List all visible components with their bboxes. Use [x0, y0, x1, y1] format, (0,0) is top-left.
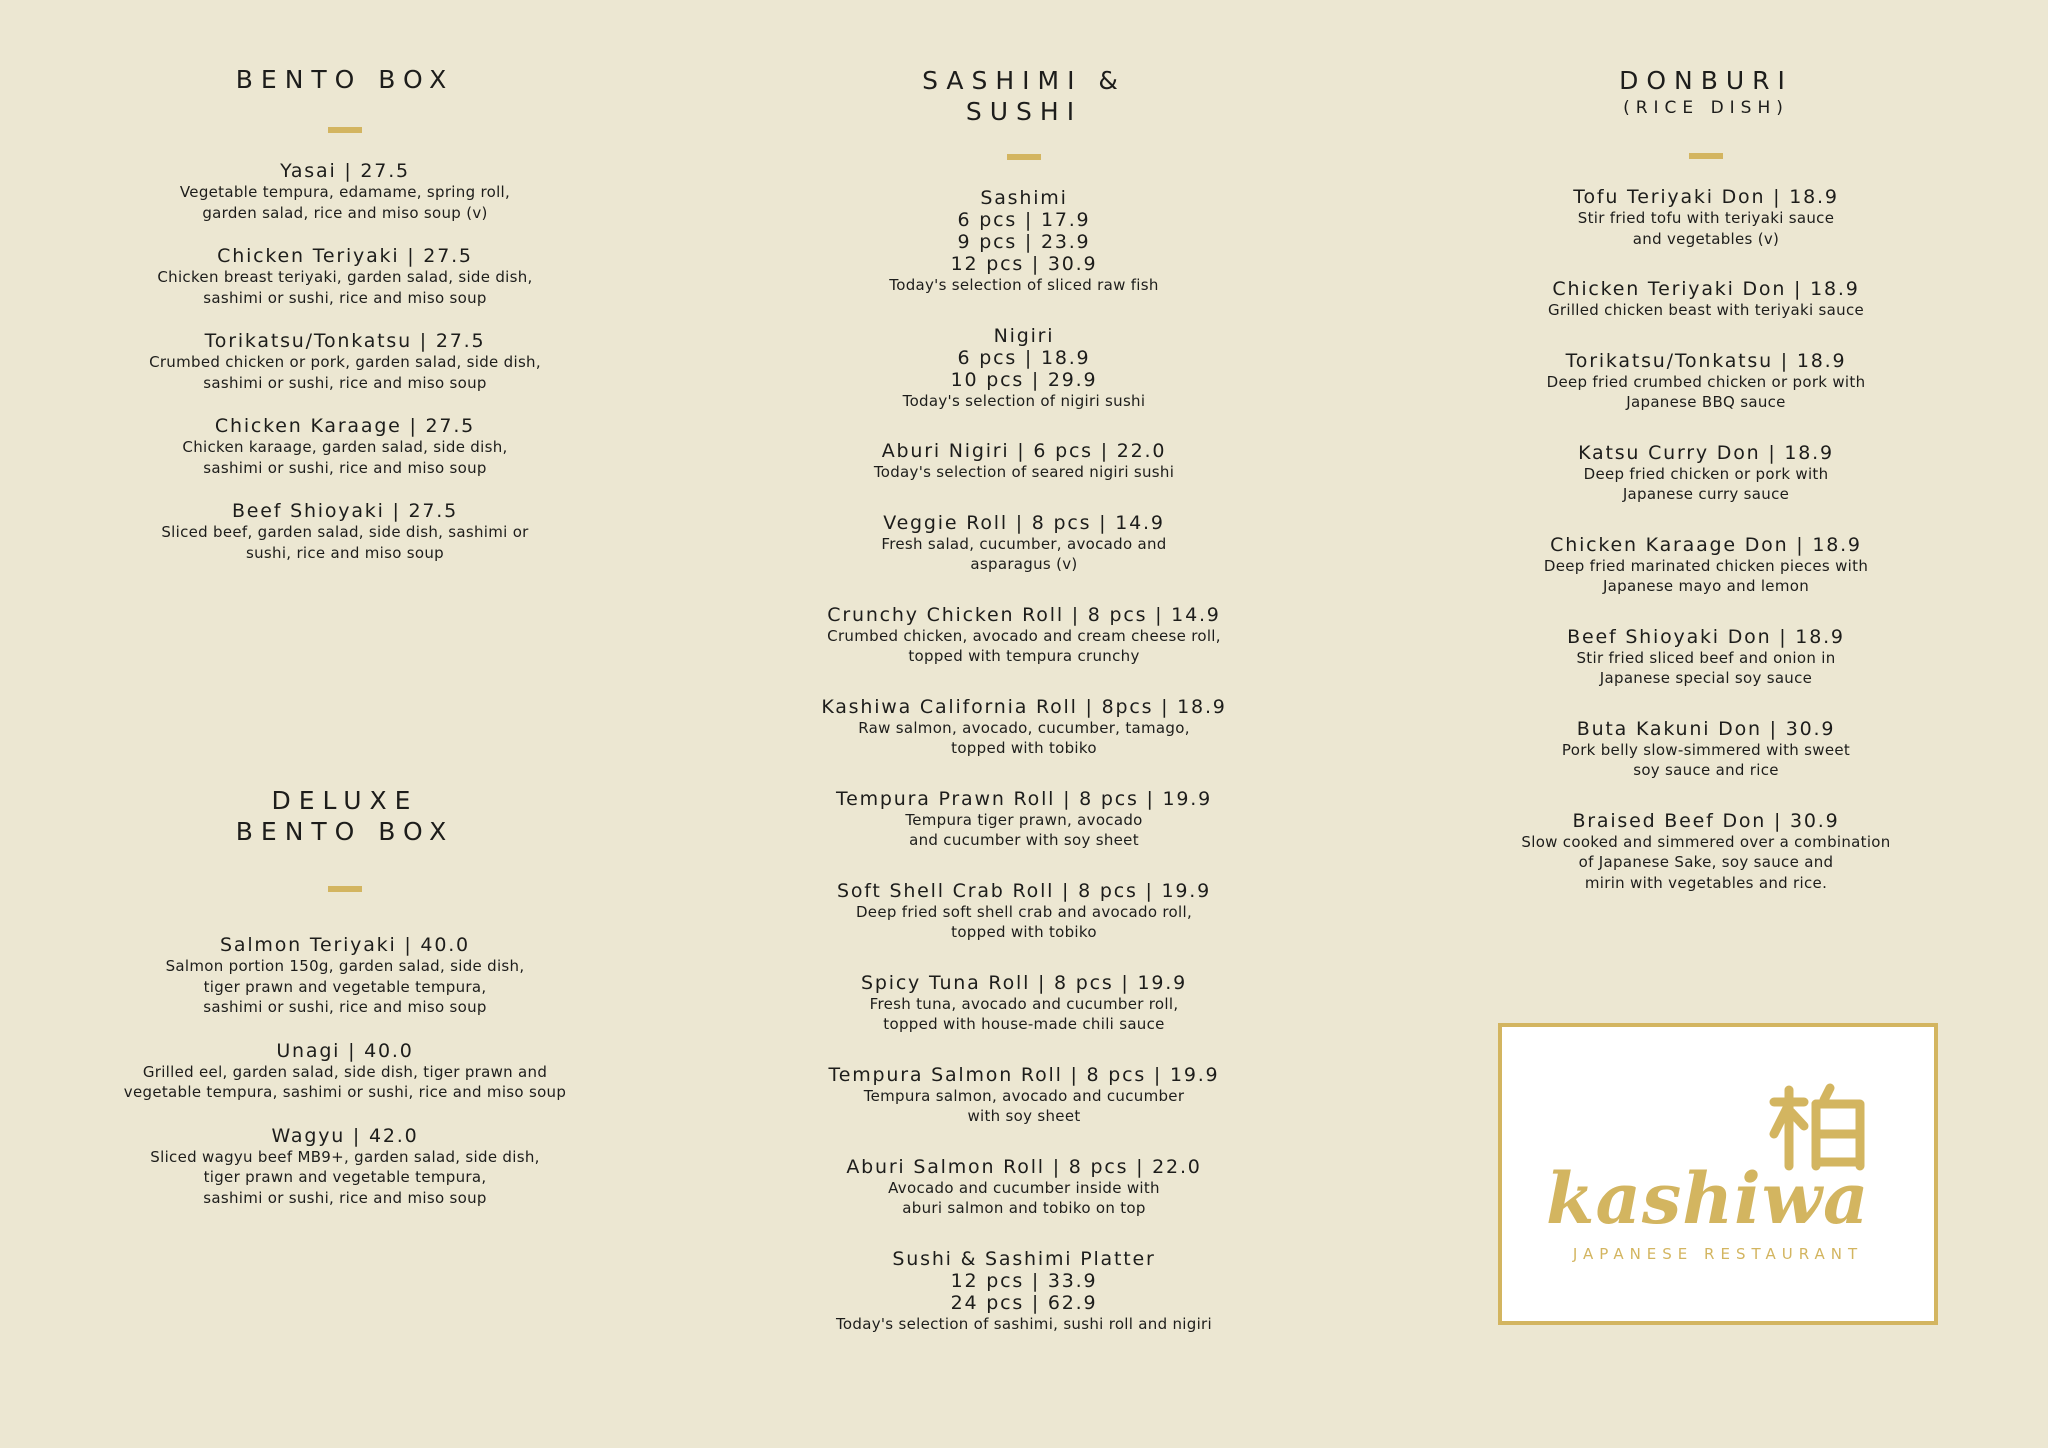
- donburi-list: [1478, 186, 1934, 893]
- donburi-title: DONBURI: [1619, 66, 1793, 95]
- menu-item: [90, 934, 600, 1018]
- sushi-title-line2: SUSHI: [965, 97, 1083, 126]
- menu-item-description: Pork belly slow-simmered with sweet: [1561, 740, 1851, 759]
- menu-item: [90, 500, 600, 563]
- menu-item: [1478, 810, 1934, 894]
- menu-item-description: sashimi or sushi, rice and miso soup: [203, 458, 487, 477]
- menu-item-price: 6 pcs | 17.9: [957, 209, 1091, 231]
- menu-item: [774, 972, 1274, 1035]
- menu-item-price: 12 pcs | 30.9: [950, 253, 1098, 275]
- menu-item: [774, 440, 1274, 483]
- menu-item-description: Chicken breast teriyaki, garden salad, side dish,: [157, 268, 533, 286]
- menu-item-name: Chicken Teriyaki Don | 18.9: [1552, 278, 1860, 300]
- menu-item-description: Sliced beef, garden salad, side dish, sashimi or: [161, 523, 529, 541]
- menu-item-description: Crumbed chicken, avocado and cream cheese roll,: [827, 626, 1221, 645]
- menu-item: [774, 187, 1274, 296]
- bento-title: BENTO BOX: [235, 65, 455, 94]
- menu-item-description: Salmon portion 150g, garden salad, side dish,: [165, 957, 525, 975]
- menu-item-description: Today's selection of nigiri sushi: [902, 391, 1146, 410]
- logo-box: [1498, 1023, 1938, 1325]
- menu-item-name: Chicken Karaage Don | 18.9: [1550, 533, 1862, 556]
- menu-item-description: Grilled chicken beast with teriyaki sauce: [1547, 301, 1865, 319]
- menu-item-price: 24 pcs | 62.9: [950, 1291, 1098, 1314]
- menu-item-name: Wagyu | 42.0: [271, 1124, 419, 1147]
- menu-item-name: Sushi & Sashimi Platter: [892, 1247, 1156, 1270]
- menu-item-description: tiger prawn and vegetable tempura,: [203, 977, 487, 996]
- menu-item-description: Japanese BBQ sauce: [1626, 393, 1786, 411]
- menu-item-description: Fresh salad, cucumber, avocado and: [881, 534, 1167, 553]
- menu-item-description: Stir fried sliced beef and onion in: [1576, 648, 1836, 667]
- menu-item-description: sashimi or sushi, rice and miso soup: [203, 998, 487, 1016]
- menu-item-description: topped with tempura crunchy: [908, 647, 1140, 665]
- menu-item-name: Braised Beef Don | 30.9: [1572, 809, 1840, 832]
- menu-item-description: and vegetables (v): [1632, 229, 1780, 248]
- deluxe-list: [90, 934, 600, 1208]
- menu-item-price: 9 pcs | 23.9: [957, 231, 1091, 253]
- menu-item: [1478, 278, 1934, 321]
- menu-item-description: sashimi or sushi, rice and miso soup: [203, 373, 487, 392]
- menu-item-name: Sashimi: [980, 187, 1068, 209]
- menu-item-description: Tempura tiger prawn, avocado: [905, 810, 1143, 829]
- menu-item-price: 12 pcs | 33.9: [950, 1269, 1098, 1292]
- menu-item-description: tiger prawn and vegetable tempura,: [203, 1168, 487, 1186]
- menu-item-description: sushi, rice and miso soup: [246, 543, 444, 562]
- menu-item: [774, 604, 1274, 667]
- menu-item-description: Japanese mayo and lemon: [1602, 577, 1810, 595]
- menu-item-name: Aburi Nigiri | 6 pcs | 22.0: [881, 440, 1167, 462]
- deluxe-title-line2: BENTO BOX: [235, 817, 455, 846]
- menu-item-description: mirin with vegetables and rice.: [1584, 873, 1828, 892]
- menu-item-description: Deep fried chicken or pork with: [1583, 464, 1829, 483]
- menu-item-description: aburi salmon and tobiko on top: [902, 1199, 1146, 1217]
- menu-item-name: Buta Kakuni Don | 30.9: [1576, 717, 1836, 740]
- menu-item: [1478, 186, 1934, 249]
- menu-item: [1478, 350, 1934, 413]
- menu-item-name: Chicken Karaage | 27.5: [214, 415, 476, 437]
- menu-item: [1478, 626, 1934, 689]
- menu-item-description: with soy sheet: [967, 1107, 1081, 1125]
- menu-item-description: Today's selection of sliced raw fish: [889, 276, 1159, 294]
- menu-item: [774, 512, 1274, 575]
- menu-item-name: Spicy Tuna Roll | 8 pcs | 19.9: [861, 971, 1187, 994]
- menu-item-description: and cucumber with soy sheet: [909, 831, 1139, 849]
- menu-item-description: topped with house-made chili sauce: [883, 1015, 1165, 1033]
- menu-item-description: Tempura salmon, avocado and cucumber: [863, 1086, 1185, 1105]
- menu-item-description: sashimi or sushi, rice and miso soup: [203, 288, 487, 307]
- bento-column: [90, 0, 600, 1207]
- menu-item-description: Today's selection of seared nigiri sushi: [873, 463, 1175, 481]
- menu-item-name: Yasai | 27.5: [280, 160, 410, 182]
- menu-item: [774, 1156, 1274, 1219]
- logo-wordmark: kashiwa: [1546, 1157, 1870, 1240]
- menu-item-price: 10 pcs | 29.9: [950, 368, 1098, 391]
- menu-item: [774, 788, 1274, 851]
- sushi-list: [774, 187, 1274, 1334]
- menu-item: [1478, 718, 1934, 781]
- menu-item-name: Katsu Curry Don | 18.9: [1578, 441, 1834, 464]
- sushi-title-line1: SASHIMI &: [922, 66, 1126, 95]
- menu-item-description: Slow cooked and simmered over a combination: [1521, 832, 1891, 851]
- menu-item-description: Grilled eel, garden salad, side dish, tiger prawn and: [142, 1062, 548, 1081]
- menu-item-name: Tempura Salmon Roll | 8 pcs | 19.9: [828, 1063, 1220, 1086]
- menu-item-name: Nigiri: [993, 324, 1055, 347]
- menu-item-description: Today's selection of sashimi, sushi roll and nigiri: [836, 1314, 1212, 1333]
- menu-item-description: Chicken karaage, garden salad, side dish,: [182, 438, 508, 456]
- menu-item: [774, 696, 1274, 759]
- menu-item-description: Deep fried soft shell crab and avocado roll,: [855, 902, 1193, 921]
- menu-item-description: Deep fried marinated chicken pieces with: [1543, 556, 1869, 575]
- menu-item: [90, 415, 600, 478]
- menu-item: [90, 1125, 600, 1209]
- menu-item-description: vegetable tempura, sashimi or sushi, rice and miso soup: [123, 1083, 567, 1101]
- logo-subtitle: JAPANESE RESTAURANT: [1572, 1245, 1864, 1263]
- menu-item-description: Fresh tuna, avocado and cucumber roll,: [869, 994, 1179, 1013]
- menu-item-name: Tempura Prawn Roll | 8 pcs | 19.9: [835, 787, 1213, 810]
- menu-item-name: Beef Shioyaki | 27.5: [231, 500, 459, 522]
- donburi-subtitle: (RICE DISH): [1623, 98, 1789, 118]
- menu-item-description: Avocado and cucumber inside with: [888, 1178, 1160, 1197]
- menu-item-name: Crunchy Chicken Roll | 8 pcs | 14.9: [827, 603, 1221, 626]
- menu-item-name: Salmon Teriyaki | 40.0: [220, 934, 470, 956]
- sushi-column: [774, 0, 1274, 1334]
- menu-item-description: asparagus (v): [970, 555, 1078, 573]
- menu-item-price: 6 pcs | 18.9: [957, 346, 1091, 369]
- menu-item-description: garden salad, rice and miso soup (v): [202, 203, 488, 222]
- menu-item-description: Raw salmon, avocado, cucumber, tamago,: [858, 718, 1190, 737]
- menu-item: [90, 330, 600, 393]
- menu-item-description: Deep fried crumbed chicken or pork with: [1546, 372, 1866, 391]
- menu-item: [774, 1064, 1274, 1127]
- menu-item-description: of Japanese Sake, soy sauce and: [1578, 853, 1834, 871]
- menu-item-description: Japanese special soy sauce: [1599, 669, 1813, 687]
- menu-item: [90, 245, 600, 308]
- menu-item-name: Torikatsu/Tonkatsu | 27.5: [204, 330, 486, 352]
- menu-item-name: Aburi Salmon Roll | 8 pcs | 22.0: [846, 1155, 1202, 1178]
- menu-item-description: soy sauce and rice: [1633, 761, 1779, 779]
- menu-item-name: Chicken Teriyaki | 27.5: [217, 245, 473, 267]
- menu-item-name: Unagi | 40.0: [276, 1039, 414, 1062]
- donburi-column: [1478, 0, 1934, 893]
- menu-item: [774, 880, 1274, 943]
- menu-item-name: Soft Shell Crab Roll | 8 pcs | 19.9: [836, 879, 1212, 902]
- menu-item-description: topped with tobiko: [951, 923, 1097, 941]
- deluxe-title-line1: DELUXE: [271, 786, 419, 815]
- menu-item-description: topped with tobiko: [951, 739, 1097, 757]
- menu-item-name: Tofu Teriyaki Don | 18.9: [1573, 186, 1839, 208]
- menu-item: [774, 325, 1274, 412]
- menu-item-name: Veggie Roll | 8 pcs | 14.9: [883, 511, 1165, 534]
- menu-item-name: Torikatsu/Tonkatsu | 18.9: [1565, 349, 1847, 372]
- menu-item: [90, 1040, 600, 1103]
- menu-item-description: Sliced wagyu beef MB9+, garden salad, side dish,: [150, 1147, 540, 1166]
- menu-item-description: Stir fried tofu with teriyaki sauce: [1577, 209, 1835, 227]
- menu-item-name: Beef Shioyaki Don | 18.9: [1567, 625, 1845, 648]
- menu-item: [90, 160, 600, 223]
- menu-item-description: sashimi or sushi, rice and miso soup: [203, 1188, 487, 1207]
- bento-list: [90, 160, 600, 563]
- menu-item-name: Kashiwa California Roll | 8pcs | 18.9: [821, 695, 1227, 718]
- menu-item: [1478, 442, 1934, 505]
- menu-item-description: Japanese curry sauce: [1622, 485, 1790, 503]
- menu-item: [774, 1248, 1274, 1335]
- menu-item: [1478, 534, 1934, 597]
- menu-item-description: Crumbed chicken or pork, garden salad, side dish,: [149, 353, 541, 371]
- menu-item-description: Vegetable tempura, edamame, spring roll,: [179, 183, 511, 201]
